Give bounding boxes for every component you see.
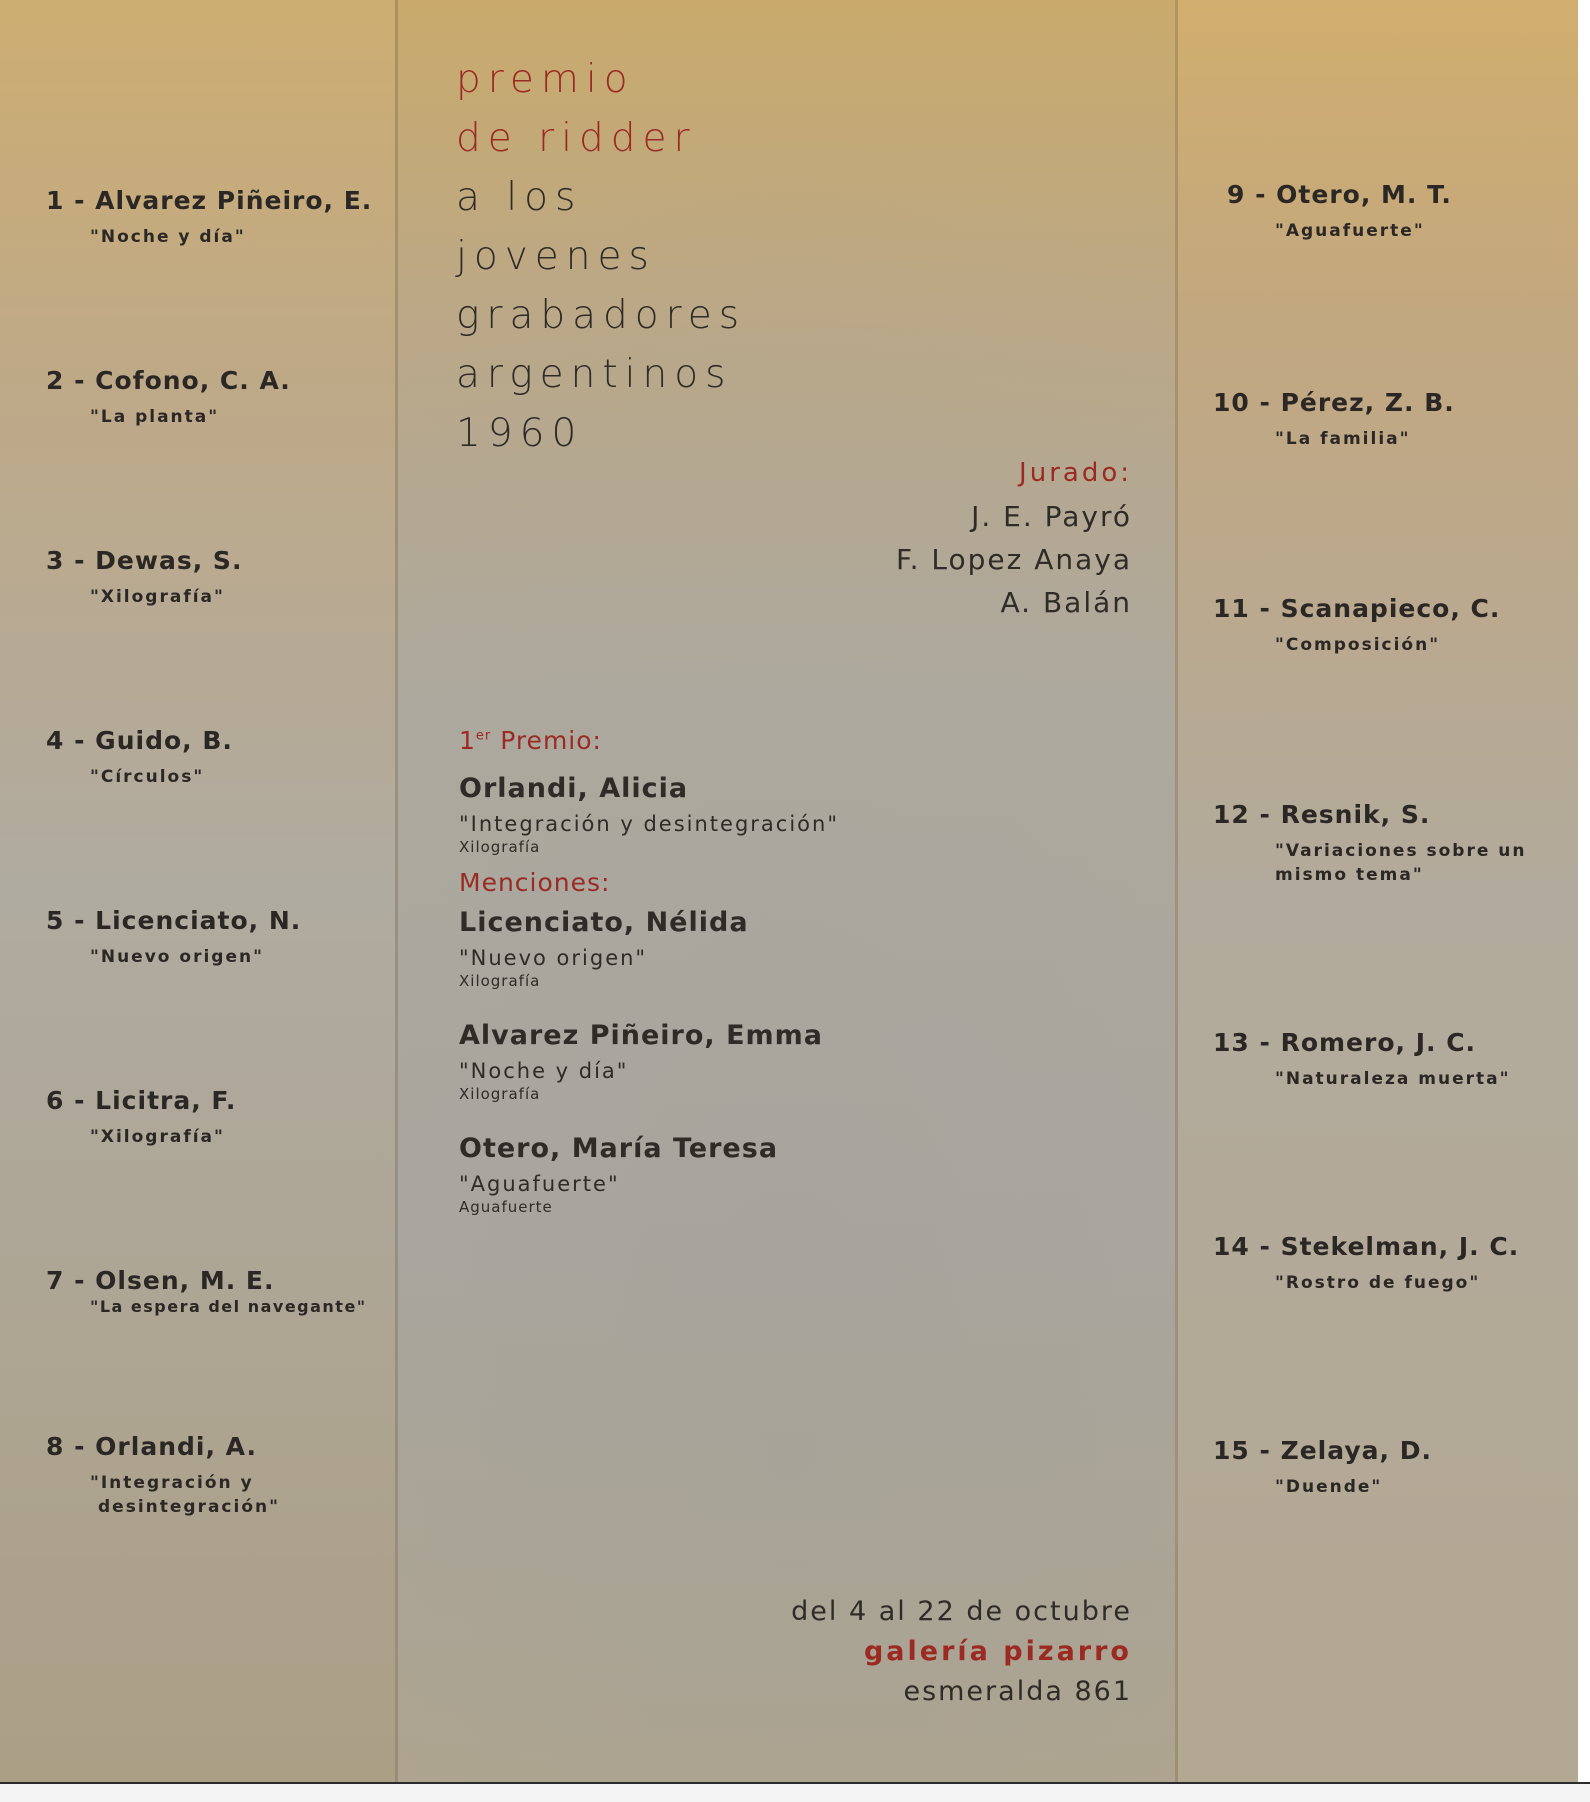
- entry-work: "Xilografía": [90, 1127, 225, 1147]
- entry-work: "Círculos": [90, 767, 205, 787]
- mention-technique: Aguafuerte: [459, 1198, 553, 1216]
- entry-work: "Composición": [1275, 635, 1441, 655]
- mention-work: "Aguafuerte": [459, 1172, 620, 1196]
- title-line-4: jovenes: [456, 234, 656, 279]
- entry-name: 5 - Licenciato, N.: [46, 906, 302, 935]
- entry-11: [1213, 594, 1500, 657]
- title-line-1: premio: [456, 57, 635, 102]
- title-line-2: de ridder: [456, 116, 697, 161]
- entry-work: "Variaciones sobre un: [1275, 841, 1527, 861]
- first-prize-technique: Xilografía: [459, 838, 541, 856]
- entry-work: "Integración y: [90, 1473, 254, 1493]
- entry-name: 4 - Guido, B.: [46, 726, 233, 755]
- entry-work: "La planta": [90, 407, 220, 427]
- entry-8: [46, 1432, 280, 1519]
- entry-name: 13 - Romero, J. C.: [1213, 1028, 1477, 1057]
- entry-5: [46, 906, 301, 969]
- entry-name: 1 - Alvarez Piñeiro, E.: [46, 186, 373, 215]
- entry-10: [1213, 388, 1455, 451]
- jury-member: A. Balán: [1000, 586, 1132, 619]
- mention-work: "Noche y día": [459, 1059, 629, 1083]
- exhibition-info: [791, 1592, 1132, 1712]
- entry-name: 12 - Resnik, S.: [1213, 800, 1431, 829]
- entry-work: "Nuevo origen": [90, 947, 264, 967]
- entry-name: 7 - Olsen, M. E.: [46, 1266, 275, 1295]
- entry-name: 15 - Zelaya, D.: [1213, 1436, 1432, 1465]
- first-prize-name: Orlandi, Alicia: [459, 773, 689, 804]
- exhibition-dates: del 4 al 22 de octubre: [791, 1596, 1132, 1627]
- entry-work: "La espera del navegante": [90, 1297, 367, 1316]
- mention-work: "Nuevo origen": [459, 946, 648, 970]
- mention-name: Licenciato, Nélida: [459, 907, 749, 938]
- fold-line-left: [395, 0, 398, 1782]
- exhibition-title: [456, 50, 746, 463]
- entry-6: [46, 1086, 236, 1149]
- entry-9: [1227, 180, 1452, 243]
- right-panel: [1175, 0, 1578, 1782]
- entry-7: [46, 1266, 367, 1319]
- entry-work: "La familia": [1275, 429, 1411, 449]
- scan-bottom-edge: [0, 1782, 1590, 1802]
- entry-name: 14 - Stekelman, J. C.: [1213, 1232, 1520, 1261]
- entry-15: [1213, 1436, 1432, 1499]
- jury-block: [896, 452, 1132, 624]
- mention-technique: Xilografía: [459, 972, 541, 990]
- entry-work: "Naturaleza muerta": [1275, 1069, 1511, 1089]
- entry-2: [46, 366, 291, 429]
- jury-member: F. Lopez Anaya: [895, 543, 1132, 576]
- entry-12: [1213, 800, 1527, 887]
- entry-14: [1213, 1232, 1519, 1295]
- title-line-6: argentinos: [456, 352, 733, 397]
- title-line-3: a los: [456, 175, 583, 220]
- entry-13: [1213, 1028, 1510, 1091]
- mention-technique: Xilografía: [459, 1085, 541, 1103]
- entry-name: 2 - Cofono, C. A.: [46, 366, 291, 395]
- mentions-label: Menciones:: [459, 868, 611, 897]
- entry-3: [46, 546, 242, 609]
- entry-name: 11 - Scanapieco, C.: [1213, 594, 1501, 623]
- entry-name: 8 - Orlandi, A.: [46, 1432, 257, 1461]
- prizes-block: [459, 726, 879, 1216]
- first-prize-label: 1er Premio:: [459, 726, 602, 755]
- mention-name: Alvarez Piñeiro, Emma: [459, 1020, 823, 1051]
- entry-work: "Aguafuerte": [1275, 221, 1425, 241]
- entry-1: [46, 186, 372, 249]
- entry-name: 6 - Licitra, F.: [46, 1086, 237, 1115]
- jury-member: J. E. Payró: [971, 500, 1132, 533]
- entry-work-line2: desintegración": [98, 1497, 280, 1517]
- entry-name: 3 - Dewas, S.: [46, 546, 243, 575]
- gallery-address: esmeralda 861: [903, 1676, 1132, 1707]
- fold-line-right: [1175, 0, 1178, 1782]
- entry-work: "Rostro de fuego": [1275, 1273, 1481, 1293]
- title-line-7: 1960: [456, 411, 584, 456]
- entry-4: [46, 726, 233, 789]
- first-prize-work: "Integración y desintegración": [459, 812, 839, 836]
- mention-name: Otero, María Teresa: [459, 1133, 779, 1164]
- entry-name: 10 - Pérez, Z. B.: [1213, 388, 1455, 417]
- entry-work-line2: mismo tema": [1275, 865, 1424, 885]
- gallery-name: galería pizarro: [863, 1636, 1132, 1667]
- jury-label: Jurado:: [1019, 458, 1132, 488]
- entry-name: 9 - Otero, M. T.: [1227, 180, 1452, 209]
- entry-work: "Xilografía": [90, 587, 225, 607]
- title-line-5: grabadores: [456, 293, 747, 338]
- entry-work: "Duende": [1275, 1477, 1383, 1497]
- entry-work: "Noche y día": [90, 227, 246, 247]
